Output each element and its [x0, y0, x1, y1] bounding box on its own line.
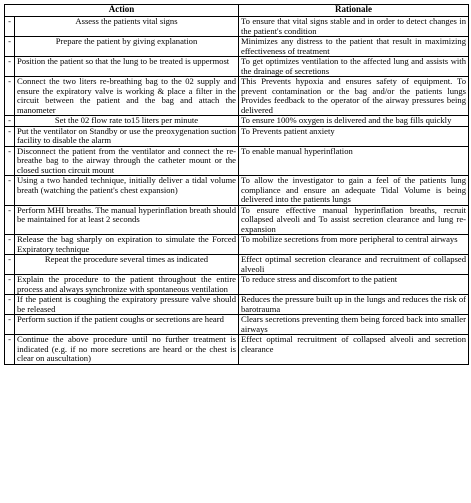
rationale-cell: To enable manual hyperinflation	[239, 146, 469, 176]
rationale-cell: To allow the investigator to gain a feel of the patients lung compliance and ensure an adequate Tidal Volume is being delivered into the patients lungs	[239, 176, 469, 206]
rationale-cell: Reduces the pressure built up in the lungs and reduces the risk of barotrauma	[239, 295, 469, 315]
row-bullet-marker: -	[5, 295, 15, 315]
rationale-cell: To get optimizes ventilation to the affected lung and assists with the drainage of secretions	[239, 57, 469, 77]
table-row	[5, 315, 469, 335]
table-row	[5, 37, 469, 57]
row-bullet-marker: -	[5, 116, 15, 127]
row-bullet-marker: -	[5, 255, 15, 275]
table-body	[5, 17, 469, 365]
action-column-header: Action	[5, 5, 239, 17]
action-cell: Perform MHI breaths. The manual hyperinflation breath should be maintained for at least 2 seconds	[15, 205, 239, 235]
table-row	[5, 295, 469, 315]
rationale-cell: This Prevents hypoxia and ensures safety of equipment. To prevent contamination or the bag and/or the patients lungs Provides feedback to the operator of the airway pressures being delivered	[239, 77, 469, 116]
rationale-cell: Clears secretions preventing them being forced back into smaller airways	[239, 315, 469, 335]
table-row	[5, 57, 469, 77]
table-row	[5, 335, 469, 365]
row-bullet-marker: -	[5, 335, 15, 365]
action-cell: Put the ventilator on Standby or use the preoxygenation suction facility to disable the alarm	[15, 126, 239, 146]
action-cell: Release the bag sharply on expiration to simulate the Forced Expiratory technique	[15, 235, 239, 255]
action-cell: Prepare the patient by giving explanation	[15, 37, 239, 57]
table-row	[5, 176, 469, 206]
action-cell: Explain the procedure to the patient throughout the entire process and always synchronize with spontaneous ventilation	[15, 275, 239, 295]
rationale-cell: To Prevents patient anxiety	[239, 126, 469, 146]
action-cell: Continue the above procedure until no further treatment is indicated (e.g. if no more secretions are heard or the chest is clear on auscultation)	[15, 335, 239, 365]
table-header-row	[5, 5, 469, 17]
row-bullet-marker: -	[5, 57, 15, 77]
row-bullet-marker: -	[5, 126, 15, 146]
row-bullet-marker: -	[5, 146, 15, 176]
table-row	[5, 116, 469, 127]
action-cell: Disconnect the patient from the ventilator and connect the re-breathe bag to the airway through the catheter mount or the closed suction circuit mount	[15, 146, 239, 176]
rationale-cell: To reduce stress and discomfort to the patient	[239, 275, 469, 295]
row-bullet-marker: -	[5, 17, 15, 37]
action-cell: If the patient is coughing the expiratory pressure valve should be released	[15, 295, 239, 315]
action-cell: Connect the two liters re-breathing bag to the 02 supply and ensure the expiratory valve is working & place a filter in the circuit between the patient and the bag and attach the manometer	[15, 77, 239, 116]
rationale-cell: To mobilize secretions from more peripheral to central airways	[239, 235, 469, 255]
action-cell: Set the 02 flow rate to15 liters per minute	[15, 116, 239, 127]
action-cell: Perform suction if the patient coughs or secretions are heard	[15, 315, 239, 335]
rationale-cell: Effect optimal secretion clearance and recruitment of collapsed alveoli	[239, 255, 469, 275]
table-row	[5, 235, 469, 255]
action-cell: Using a two handed technique, initially deliver a tidal volume breath (watching the patient's chest expansion)	[15, 176, 239, 206]
action-cell: Assess the patients vital signs	[15, 17, 239, 37]
action-cell: Repeat the procedure several times as indicated	[15, 255, 239, 275]
rationale-cell: To ensure that vital signs stable and in order to detect changes in the patient's condition	[239, 17, 469, 37]
rationale-cell: Minimizes any distress to the patient that result in maximizing effectiveness of treatment	[239, 37, 469, 57]
row-bullet-marker: -	[5, 315, 15, 335]
row-bullet-marker: -	[5, 77, 15, 116]
rationale-cell: To ensure effective manual hyperinflation breaths, recruit collapsed alveoli and To assist secretion clearance and lung re- expansion	[239, 205, 469, 235]
document-page	[4, 4, 468, 365]
table-row	[5, 126, 469, 146]
action-cell: Position the patient so that the lung to be treated is uppermost	[15, 57, 239, 77]
table-row	[5, 17, 469, 37]
row-bullet-marker: -	[5, 37, 15, 57]
rationale-cell: To ensure 100% oxygen is delivered and the bag fills quickly	[239, 116, 469, 127]
row-bullet-marker: -	[5, 176, 15, 206]
row-bullet-marker: -	[5, 235, 15, 255]
table-row	[5, 205, 469, 235]
row-bullet-marker: -	[5, 275, 15, 295]
table-row	[5, 146, 469, 176]
table-row	[5, 77, 469, 116]
table-row	[5, 255, 469, 275]
procedure-table	[4, 4, 469, 365]
table-row	[5, 275, 469, 295]
rationale-cell: Effect optimal recruitment of collapsed alveoli and secretion clearance	[239, 335, 469, 365]
rationale-column-header: Rationale	[239, 5, 469, 17]
row-bullet-marker: -	[5, 205, 15, 235]
